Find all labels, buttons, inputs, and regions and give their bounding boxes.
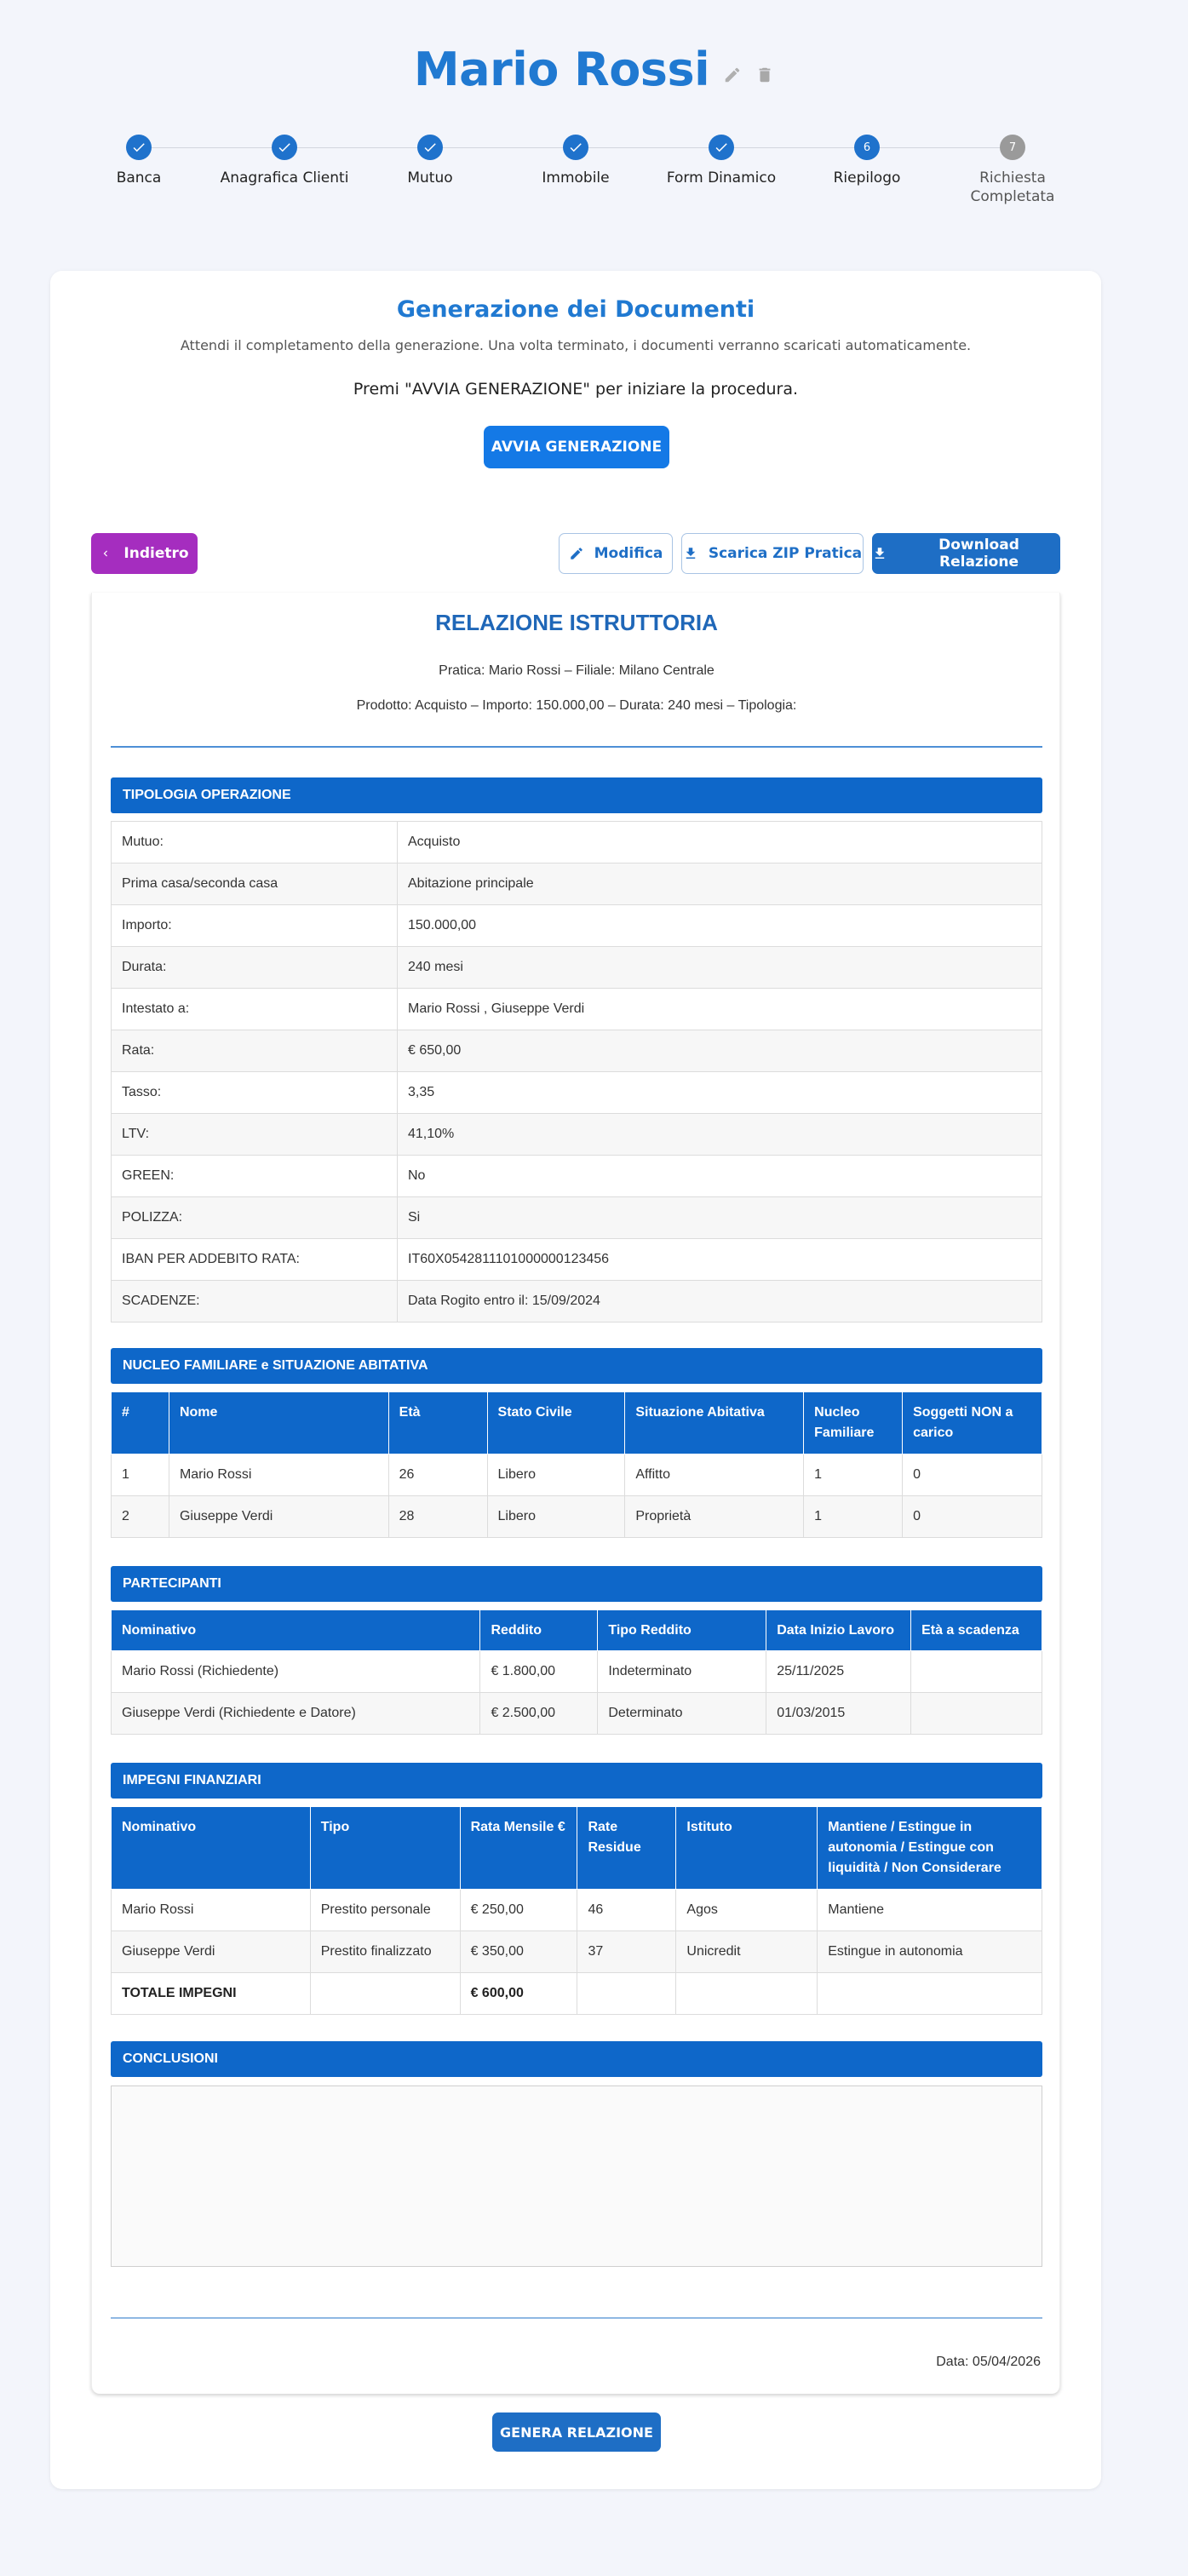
step-1[interactable]: [54, 135, 224, 187]
table-cell: Indeterminato: [598, 1651, 766, 1693]
step-label: Mutuo: [407, 169, 453, 186]
step-3[interactable]: [345, 135, 515, 187]
step-4[interactable]: [491, 135, 661, 187]
table-row: [112, 947, 1042, 989]
trash-icon[interactable]: [755, 66, 774, 84]
step-7[interactable]: [927, 135, 1098, 206]
table-cell: 26: [388, 1454, 487, 1496]
table-cell: Agos: [676, 1890, 818, 1931]
download-report-label: Download Relazione: [938, 536, 1019, 571]
table-cell: Libero: [487, 1496, 625, 1538]
field-label: Tasso:: [112, 1072, 398, 1114]
table-cell: 0: [903, 1496, 1042, 1538]
field-value: IT60X0542811101000000123456: [398, 1239, 1042, 1281]
table-cell: Giuseppe Verdi (Richiedente e Datore): [112, 1693, 480, 1735]
table-row: [112, 1197, 1042, 1239]
column-header: #: [112, 1392, 169, 1454]
total-cell: [676, 1973, 818, 2015]
table-cell: € 1.800,00: [480, 1651, 598, 1693]
table-row: [112, 1030, 1042, 1072]
step-label: Richiesta Completata: [970, 169, 1055, 205]
table-cell: [911, 1693, 1042, 1735]
total-cell: [818, 1973, 1042, 2015]
column-header: Nucleo Familiare: [804, 1392, 903, 1454]
table-row: [112, 1496, 1042, 1538]
field-label: Mutuo:: [112, 822, 398, 863]
table-row: [112, 822, 1042, 863]
step-label: Banca: [116, 169, 162, 186]
report-divider: [111, 746, 1042, 748]
table-row: [112, 863, 1042, 905]
table-cell: 01/03/2015: [766, 1693, 911, 1735]
table-row: [112, 1890, 1042, 1931]
step-label: Immobile: [542, 169, 610, 186]
table-row: [112, 1651, 1042, 1693]
impegni-table: [111, 1806, 1042, 2015]
step-5[interactable]: [636, 135, 806, 187]
total-cell: [577, 1973, 676, 2015]
field-label: Intestato a:: [112, 989, 398, 1030]
table-cell: Giuseppe Verdi: [169, 1496, 388, 1538]
download-icon: [872, 546, 887, 561]
table-cell: Mario Rossi: [169, 1454, 388, 1496]
table-cell: Unicredit: [676, 1931, 818, 1973]
start-generation-button[interactable]: AVVIA GENERAZIONE: [484, 426, 669, 468]
report-footer-divider: [111, 2317, 1042, 2319]
total-cell: TOTALE IMPEGNI: [112, 1973, 311, 2015]
check-icon: [709, 135, 734, 160]
column-header: Tipo Reddito: [598, 1610, 766, 1651]
report-practice-line: Pratica: Mario Rossi – Filiale: Milano Centrale: [439, 663, 715, 678]
column-header: Reddito: [480, 1610, 598, 1651]
step-number: 7: [1000, 135, 1025, 160]
report-date: Data: 05/04/2026: [936, 2355, 1041, 2369]
column-header: Mantiene / Estingue in autonomia / Estingue con liquidità / Non Considerare: [818, 1807, 1042, 1890]
main-card: [50, 271, 1101, 2489]
field-label: LTV:: [112, 1114, 398, 1156]
field-value: Data Rogito entro il: 15/09/2024: [398, 1281, 1042, 1322]
total-cell: € 600,00: [460, 1973, 577, 2015]
column-header: Nominativo: [112, 1807, 311, 1890]
table-cell: € 2.500,00: [480, 1693, 598, 1735]
table-cell: 0: [903, 1454, 1042, 1496]
table-cell: Determinato: [598, 1693, 766, 1735]
section-header-nucleo: NUCLEO FAMILIARE e SITUAZIONE ABITATIVA: [111, 1348, 1042, 1384]
column-header: Età: [388, 1392, 487, 1454]
table-row: [112, 1114, 1042, 1156]
field-label: GREEN:: [112, 1156, 398, 1197]
report-preview: [91, 593, 1060, 2394]
table-cell: Giuseppe Verdi: [112, 1931, 311, 1973]
field-value: Abitazione principale: [398, 863, 1042, 905]
table-row: [112, 1931, 1042, 1973]
step-label: Form Dinamico: [666, 169, 777, 186]
progress-stepper: [116, 135, 1055, 220]
total-row: [112, 1973, 1042, 2015]
step-label: Riepilogo: [833, 169, 901, 186]
tipologia-table: [111, 821, 1042, 1322]
field-label: Importo:: [112, 905, 398, 947]
column-header: Soggetti NON a carico: [903, 1392, 1042, 1454]
field-label: Prima casa/seconda casa: [112, 863, 398, 905]
table-cell: Estingue in autonomia: [818, 1931, 1042, 1973]
table-cell: Affitto: [625, 1454, 804, 1496]
section-header-conclusioni: CONCLUSIONI: [111, 2041, 1042, 2077]
table-row: [112, 905, 1042, 947]
column-header: Nominativo: [112, 1610, 480, 1651]
table-row: [112, 1281, 1042, 1322]
table-cell: Libero: [487, 1454, 625, 1496]
generation-subtitle: Attendi il completamento della generazione. Una volta terminato, i documenti verranno scaricati automaticamente.: [180, 337, 972, 353]
check-icon: [417, 135, 443, 160]
table-cell: Prestito personale: [310, 1890, 460, 1931]
field-value: 240 mesi: [398, 947, 1042, 989]
table-cell: 46: [577, 1890, 676, 1931]
table-row: [112, 1239, 1042, 1281]
report-title: RELAZIONE ISTRUTTORIA: [435, 610, 718, 635]
check-icon: [272, 135, 297, 160]
table-row: [112, 1454, 1042, 1496]
generation-title: Generazione dei Documenti: [396, 296, 755, 323]
column-header: Età a scadenza: [911, 1610, 1042, 1651]
column-header: Rate Residue: [577, 1807, 676, 1890]
page-header: [0, 43, 1188, 111]
column-header: Data Inizio Lavoro: [766, 1610, 911, 1651]
step-label: Anagrafica Clienti: [220, 169, 349, 186]
section-header-impegni: IMPEGNI FINANZIARI: [111, 1763, 1042, 1799]
table-cell: 25/11/2025: [766, 1651, 911, 1693]
back-button[interactable]: [91, 533, 198, 574]
column-header: Nome: [169, 1392, 388, 1454]
table-cell: Mario Rossi (Richiedente): [112, 1651, 480, 1693]
edit-button[interactable]: [559, 533, 673, 574]
field-label: SCADENZE:: [112, 1281, 398, 1322]
section-header-partecipanti: PARTECIPANTI: [111, 1566, 1042, 1602]
table-cell: 1: [804, 1496, 903, 1538]
field-value: Si: [398, 1197, 1042, 1239]
field-label: Rata:: [112, 1030, 398, 1072]
step-6[interactable]: [782, 135, 952, 187]
table-row: [112, 1693, 1042, 1735]
table-cell: [911, 1651, 1042, 1693]
conclusioni-textarea[interactable]: [111, 2085, 1042, 2267]
table-cell: Proprietà: [625, 1496, 804, 1538]
check-icon: [563, 135, 588, 160]
download-icon: [683, 546, 698, 561]
column-header: Rata Mensile €: [460, 1807, 577, 1890]
check-icon: [126, 135, 152, 160]
column-header: Tipo: [310, 1807, 460, 1890]
table-cell: € 350,00: [460, 1931, 577, 1973]
download-zip-button[interactable]: [681, 533, 864, 574]
table-row: [112, 1072, 1042, 1114]
report-product-line: Prodotto: Acquisto – Importo: 150.000,00 – Durata: 240 mesi – Tipologia:: [356, 698, 797, 713]
column-header: Stato Civile: [487, 1392, 625, 1454]
column-header: Situazione Abitativa: [625, 1392, 804, 1454]
table-cell: 1: [804, 1454, 903, 1496]
step-2[interactable]: [199, 135, 370, 187]
download-report-button[interactable]: [872, 533, 1060, 574]
generate-report-button[interactable]: GENERA RELAZIONE: [492, 2412, 661, 2452]
field-value: 41,10%: [398, 1114, 1042, 1156]
field-value: 3,35: [398, 1072, 1042, 1114]
edit-button-label: Modifica: [594, 545, 663, 562]
field-value: € 650,00: [398, 1030, 1042, 1072]
field-label: IBAN PER ADDEBITO RATA:: [112, 1239, 398, 1281]
field-value: 150.000,00: [398, 905, 1042, 947]
field-label: POLIZZA:: [112, 1197, 398, 1239]
generation-hint: Premi "AVVIA GENERAZIONE" per iniziare la procedura.: [353, 380, 799, 399]
nucleo-table: [111, 1391, 1042, 1538]
field-value: No: [398, 1156, 1042, 1197]
table-cell: 28: [388, 1496, 487, 1538]
table-cell: Mario Rossi: [112, 1890, 311, 1931]
field-label: Durata:: [112, 947, 398, 989]
download-zip-label: Scarica ZIP Pratica: [708, 545, 863, 562]
pencil-icon: [569, 546, 584, 561]
back-button-label: Indietro: [123, 545, 189, 562]
partecipanti-table: [111, 1609, 1042, 1735]
table-row: [112, 1156, 1042, 1197]
chevron-left-icon: [100, 548, 112, 559]
section-header-tipologia: TIPOLOGIA OPERAZIONE: [111, 777, 1042, 813]
column-header: Istituto: [676, 1807, 818, 1890]
step-number: 6: [854, 135, 880, 160]
table-cell: 1: [112, 1454, 169, 1496]
table-cell: Mantiene: [818, 1890, 1042, 1931]
table-cell: 2: [112, 1496, 169, 1538]
pencil-icon[interactable]: [723, 66, 742, 84]
field-value: Acquisto: [398, 822, 1042, 863]
field-value: Mario Rossi , Giuseppe Verdi: [398, 989, 1042, 1030]
table-cell: 37: [577, 1931, 676, 1973]
total-cell: [310, 1973, 460, 2015]
client-name: Mario Rossi: [413, 43, 710, 96]
table-row: [112, 989, 1042, 1030]
table-cell: Prestito finalizzato: [310, 1931, 460, 1973]
table-cell: € 250,00: [460, 1890, 577, 1931]
